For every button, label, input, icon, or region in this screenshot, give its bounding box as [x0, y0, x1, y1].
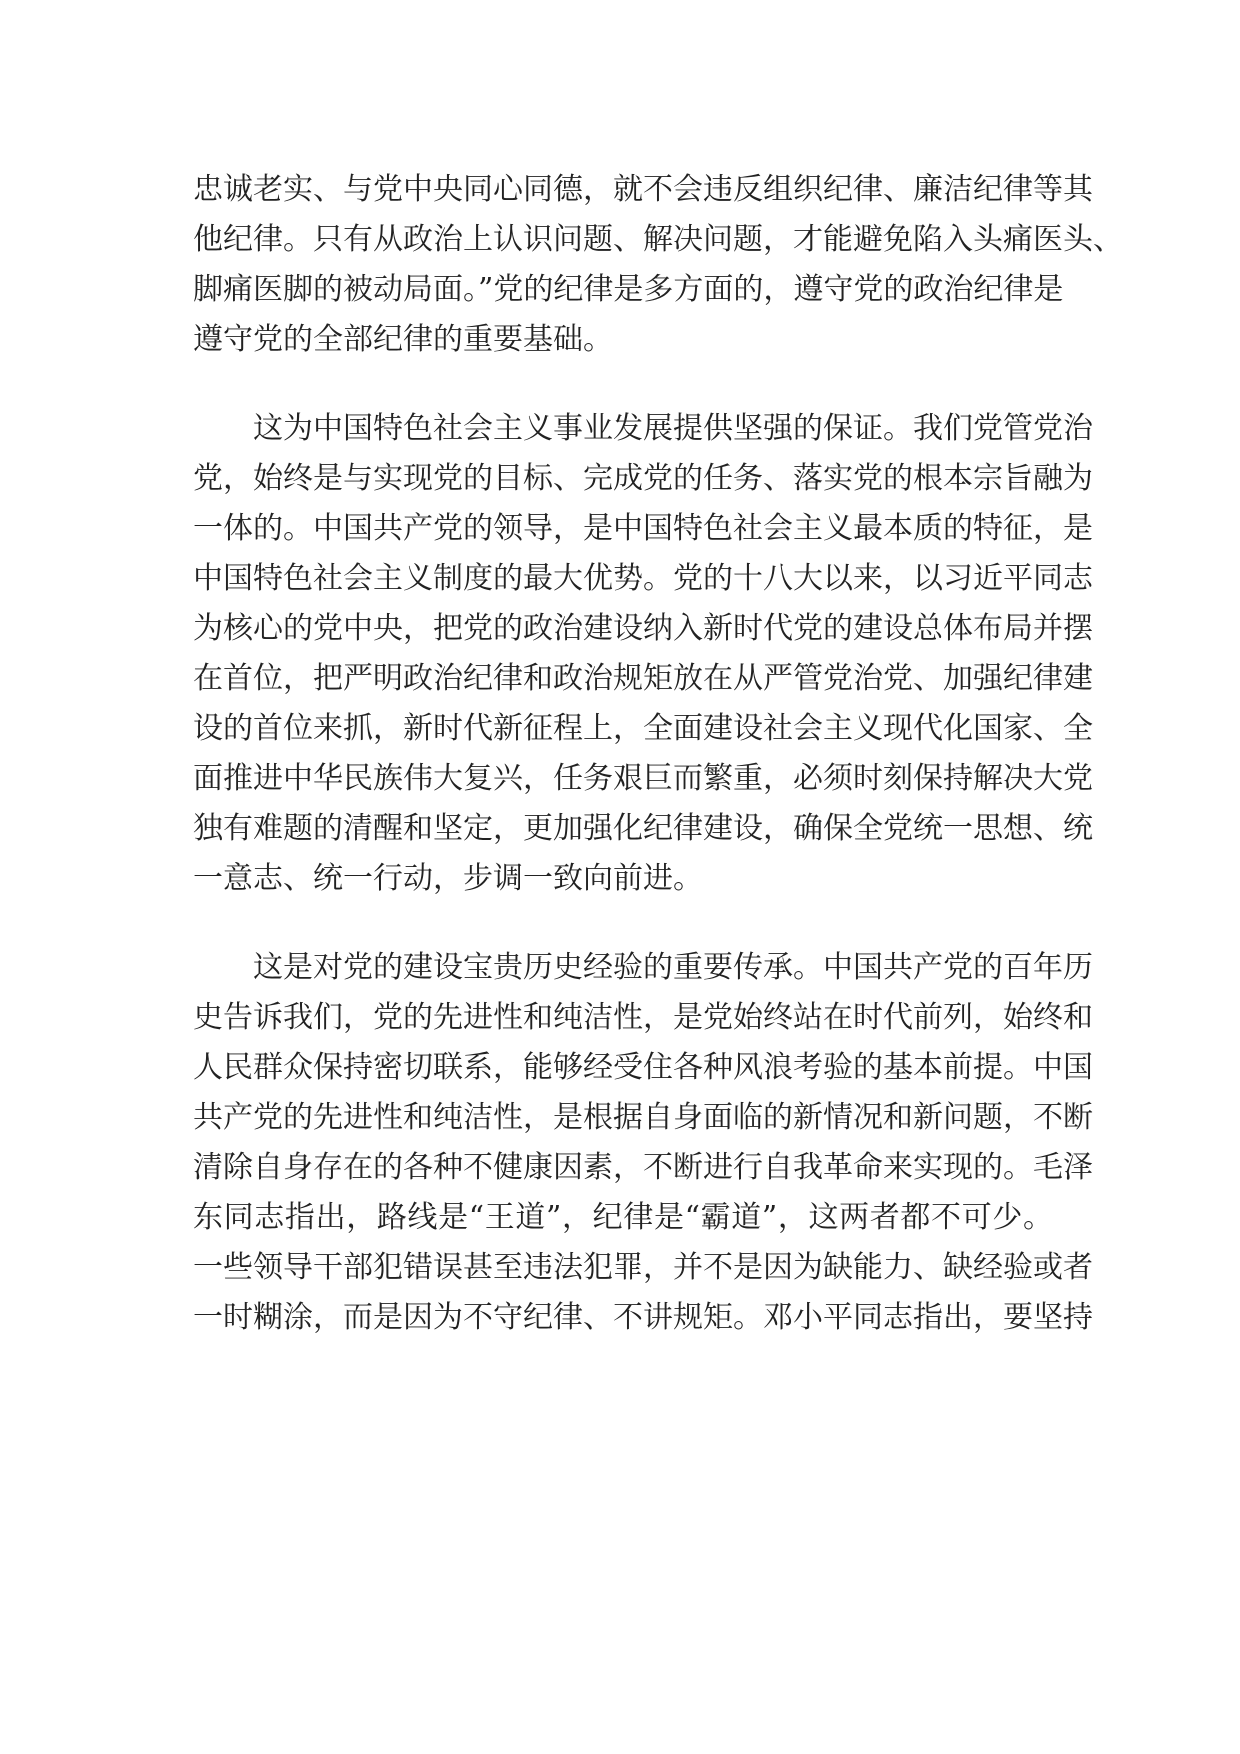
text-line: 这为中国特色社会主义事业发展提供坚强的保证。我们党管党治	[253, 411, 1093, 446]
text-line: 设的首位来抓，新时代新征程上，全面建设社会主义现代化国家、全	[193, 711, 1093, 746]
text-line: 一时糊涂，而是因为不守纪律、不讲规矩。邓小平同志指出，要坚持	[193, 1300, 1093, 1335]
text-line: 他纪律。只有从政治上认识问题、解决问题，才能避免陷入头痛医头、	[193, 222, 1123, 257]
text-line: 东同志指出，路线是“王道”，纪律是“霸道”，这两者都不可少。	[193, 1200, 1053, 1235]
text-line: 共产党的先进性和纯洁性，是根据自身面临的新情况和新问题，不断	[193, 1100, 1093, 1135]
text-line: 一些领导干部犯错误甚至违法犯罪，并不是因为缺能力、缺经验或者	[193, 1250, 1093, 1285]
text-line: 这是对党的建设宝贵历史经验的重要传承。中国共产党的百年历	[253, 950, 1093, 985]
text-line: 面推进中华民族伟大复兴，任务艰巨而繁重，必须时刻保持解决大党	[193, 761, 1093, 796]
text-line: 遵守党的全部纪律的重要基础。	[193, 322, 613, 357]
text-line: 一体的。中国共产党的领导，是中国特色社会主义最本质的特征，是	[193, 511, 1093, 546]
text-line: 中国特色社会主义制度的最大优势。党的十八大以来，以习近平同志	[193, 561, 1093, 596]
text-line: 史告诉我们，党的先进性和纯洁性，是党始终站在时代前列，始终和	[193, 1000, 1093, 1035]
text-line: 党，始终是与实现党的目标、完成党的任务、落实党的根本宗旨融为	[193, 461, 1093, 496]
text-line: 人民群众保持密切联系，能够经受住各种风浪考验的基本前提。中国	[193, 1050, 1093, 1085]
text-line: 为核心的党中央，把党的政治建设纳入新时代党的建设总体布局并摆	[193, 611, 1093, 646]
text-line: 脚痛医脚的被动局面。”党的纪律是多方面的，遵守党的政治纪律是	[193, 272, 1064, 307]
text-line: 一意志、统一行动，步调一致向前进。	[193, 861, 703, 896]
text-line: 清除自身存在的各种不健康因素，不断进行自我革命来实现的。毛泽	[193, 1150, 1093, 1185]
text-line: 在首位，把严明政治纪律和政治规矩放在从严管党治党、加强纪律建	[193, 661, 1093, 696]
text-line: 忠诚老实、与党中央同心同德，就不会违反组织纪律、廉洁纪律等其	[193, 172, 1093, 207]
text-line: 独有难题的清醒和坚定，更加强化纪律建设，确保全党统一思想、统	[193, 811, 1093, 846]
